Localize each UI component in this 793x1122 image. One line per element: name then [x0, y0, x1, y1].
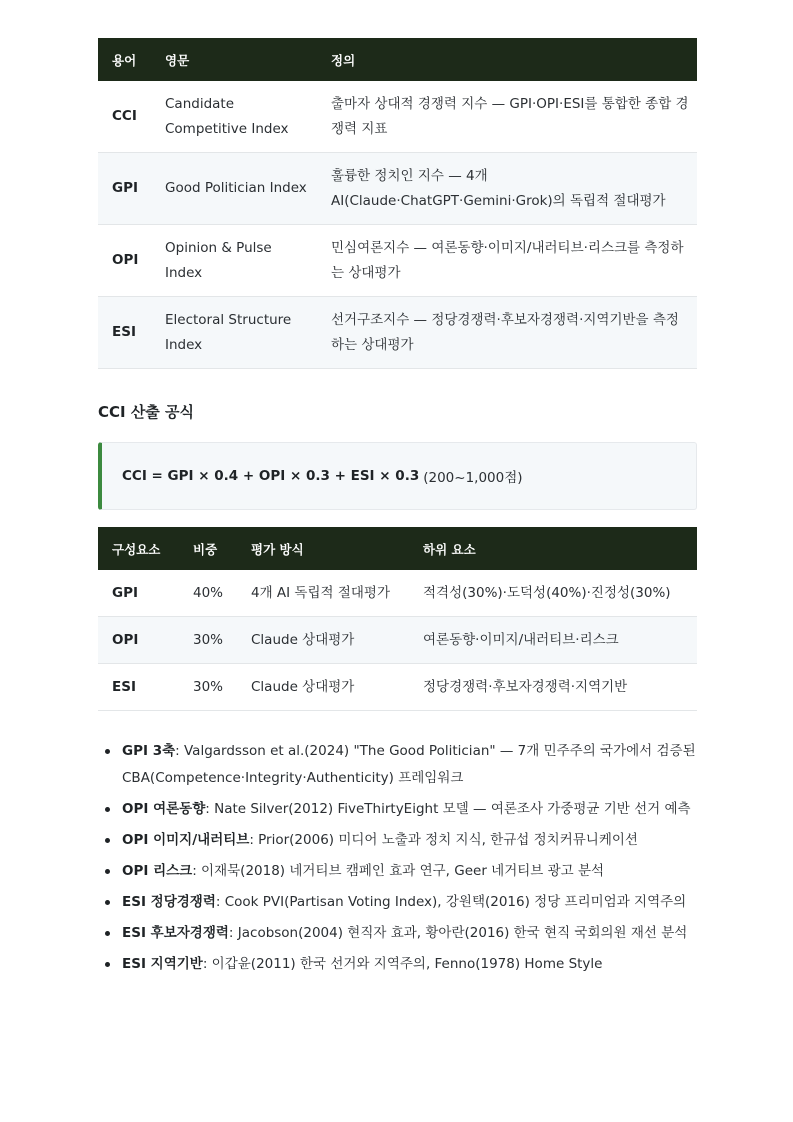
document-page [98, 38, 697, 982]
formula-text: CCI = GPI × 0.4 + OPI × 0.3 + ESI × 0.3 [122, 468, 420, 484]
english-cell: Opinion & Pulse Index [151, 225, 317, 297]
list-item [122, 920, 697, 947]
definition-cell: 출마자 상대적 경쟁력 지수 — GPI·OPI·ESI를 통합한 종합 경쟁력 지표 [317, 81, 697, 153]
components-table [98, 527, 697, 711]
list-item [122, 951, 697, 978]
table-row [98, 225, 697, 297]
reference-key: OPI 이미지/내러티브 [122, 832, 250, 848]
definition-cell: 훌륭한 정치인 지수 — 4개 AI(Claude·ChatGPT·Gemini·Grok)의 독립적 절대평가 [317, 153, 697, 225]
weight-cell: 40% [179, 570, 237, 617]
component-cell: OPI [98, 617, 179, 664]
method-cell: Claude 상대평가 [237, 617, 409, 664]
header-weight: 비중 [193, 541, 218, 557]
weight-cell: 30% [179, 664, 237, 711]
subcomponents-cell: 정당경쟁력·후보자경쟁력·지역기반 [409, 664, 697, 711]
term-cell: ESI [98, 297, 151, 369]
formula-range-note: (200~1,000점) [423, 470, 523, 486]
method-cell: Claude 상대평가 [237, 664, 409, 711]
component-cell: GPI [98, 570, 179, 617]
reference-text: : 이갑윤(2011) 한국 선거와 지역주의, Fenno(1978) Home Style [202, 956, 603, 972]
weight-cell: 30% [179, 617, 237, 664]
reference-key: OPI 리스크 [122, 863, 193, 879]
table-row [98, 570, 697, 617]
term-cell: CCI [98, 81, 151, 153]
table-row [98, 664, 697, 711]
definitions-header-row [98, 38, 697, 81]
list-item [122, 827, 697, 854]
reference-text: : Prior(2006) 미디어 노출과 정치 지식, 한규섭 정치커뮤니케이션 [249, 832, 638, 848]
header-term: 용어 [112, 52, 137, 68]
english-cell: Candidate Competitive Index [151, 81, 317, 153]
list-item [122, 858, 697, 885]
table-row [98, 297, 697, 369]
header-subcomponents: 하위 요소 [423, 541, 476, 557]
formula-box [98, 442, 697, 510]
header-method: 평가 방식 [251, 541, 304, 557]
table-row [98, 153, 697, 225]
reference-text: : Cook PVI(Partisan Voting Index), 강원택(2016) 정당 프리미엄과 지역주의 [215, 894, 687, 910]
reference-text: : Jacobson(2004) 현직자 효과, 황아란(2016) 한국 현직 국회의원 재선 분석 [228, 925, 688, 941]
reference-key: ESI 후보자경쟁력 [122, 925, 229, 941]
components-header-row [98, 527, 697, 570]
table-row [98, 81, 697, 153]
list-item [122, 889, 697, 916]
reference-text: : Valgardsson et al.(2024) "The Good Politician" — 7개 민주주의 국가에서 검증된 CBA(Competence·Integrity·Authenticity) 프레임워크 [122, 743, 696, 786]
header-english: 영문 [165, 52, 190, 68]
method-cell: 4개 AI 독립적 절대평가 [237, 570, 409, 617]
section-title: CCI 산출 공식 [98, 403, 195, 421]
reference-key: OPI 여론동향 [122, 801, 206, 817]
english-cell: Good Politician Index [151, 153, 317, 225]
english-cell: Electoral Structure Index [151, 297, 317, 369]
header-definition: 정의 [331, 52, 356, 68]
reference-text: : Nate Silver(2012) FiveThirtyEight 모델 — 여론조사 가중평균 기반 선거 예측 [205, 801, 691, 817]
reference-key: ESI 정당경쟁력 [122, 894, 216, 910]
reference-text: : 이재묵(2018) 네거티브 캠페인 효과 연구, Geer 네거티브 광고 분석 [192, 863, 605, 879]
definition-cell: 선거구조지수 — 정당경쟁력·후보자경쟁력·지역기반을 측정하는 상대평가 [317, 297, 697, 369]
subcomponents-cell: 여론동향·이미지/내러티브·리스크 [409, 617, 697, 664]
definitions-table [98, 38, 697, 369]
reference-key: ESI 지역기반 [122, 956, 203, 972]
subcomponents-cell: 적격성(30%)·도덕성(40%)·진정성(30%) [409, 570, 697, 617]
list-item [122, 738, 697, 792]
term-cell: OPI [98, 225, 151, 297]
definition-cell: 민심여론지수 — 여론동향·이미지/내러티브·리스크를 측정하는 상대평가 [317, 225, 697, 297]
list-item [122, 796, 697, 823]
reference-key: GPI 3축 [122, 743, 176, 759]
term-cell: GPI [98, 153, 151, 225]
header-component: 구성요소 [112, 541, 161, 557]
component-cell: ESI [98, 664, 179, 711]
table-row [98, 617, 697, 664]
reference-list [98, 738, 697, 978]
